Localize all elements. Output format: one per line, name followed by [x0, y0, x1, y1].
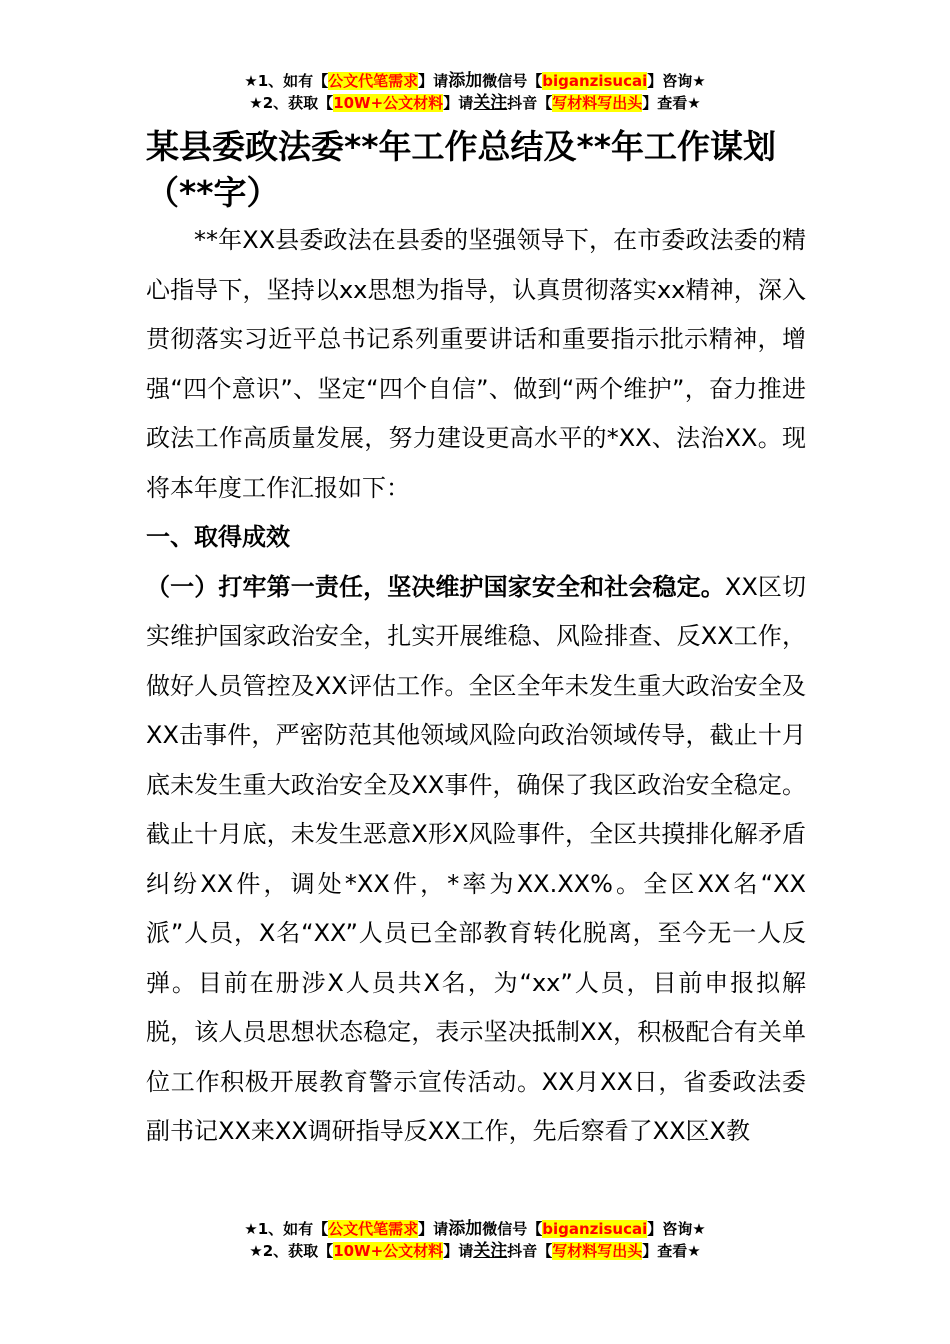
banner-emphasis: 关注: [473, 93, 508, 113]
subsection-body: XX区切实维护国家政治安全，扎实开展维稳、风险排查、反XX工作，做好人员管控及XX评估工作。全区全年未发生重大政治安全及XX击事件，严密防范其他领域风险向政治领域传导，截止十月底未发生重大政治安全及XX事件，确保了我区政治安全稳定。截止十月底，未发生恶意X形X风险事件，全区共摸排化解矛盾纠纷XX件，调处*XX件，*率为XX.XX%。全区XX名“XX派”人员，X名“XX”人员已全部教育转化脱离，至今无一人反弹。目前在册涉X人员共X名，为“xx”人员，目前申报拟解脱，该人员思想状态稳定，表示坚决抵制XX，积极配合有关单位工作积极开展教育警示宣传活动。XX月XX日，省委政法委副书记XX来XX调研指导反XX工作，先后察看了XX区X教: [146, 572, 806, 1145]
banner-text: 】请: [443, 1242, 474, 1260]
banner-line-2: [0, 1240, 950, 1262]
banner-text: 抖音【: [507, 94, 553, 112]
section-heading: 一、取得成效: [146, 523, 290, 551]
banner-line-1: [0, 1218, 950, 1240]
banner-emphasis: 添加: [448, 1219, 483, 1239]
banner-text: 】请: [443, 94, 474, 112]
banner-text: 抖音【: [507, 1242, 553, 1260]
banner-highlight: 公文代笔需求: [328, 1220, 419, 1238]
banner-text: 微信号【: [482, 72, 543, 90]
intro-paragraph: **年XX县委政法在县委的坚强领导下，在市委政法委的精心指导下，坚持以xx思想为指导，认真贯彻落实xx精神，深入贯彻落实习近平总书记系列重要讲话和重要指示批示精神，增强“四个意识”、坚定“四个自信”、做到“两个维护”，奋力推进政法工作高质量发展，努力建设更高水平的*XX、法治XX。现将本年度工作汇报如下：: [146, 226, 806, 502]
banner-line-2: [0, 92, 950, 114]
banner-highlight: 写材料写出头: [552, 1242, 643, 1260]
banner-text: 】咨询★: [647, 72, 706, 90]
banner-text: 】查看★: [642, 1242, 701, 1260]
header-banner: [0, 70, 950, 114]
banner-text: 】请: [418, 1220, 449, 1238]
banner-text: 】请: [418, 72, 449, 90]
banner-text: 微信号【: [482, 1220, 543, 1238]
footer-banner: [0, 1218, 950, 1262]
banner-line-1: [0, 70, 950, 92]
banner-emphasis: 关注: [473, 1241, 508, 1261]
banner-highlight: 写材料写出头: [552, 94, 643, 112]
banner-text: 】查看★: [642, 94, 701, 112]
subsection-paragraph: [146, 563, 806, 1157]
banner-highlight: 10W+公文材料: [333, 94, 444, 112]
banner-highlight: 10W+公文材料: [333, 1242, 444, 1260]
banner-text: ★1、如有【: [244, 72, 329, 90]
banner-highlight: biganzisucai: [542, 72, 648, 90]
banner-text: ★2、获取【: [249, 94, 334, 112]
banner-highlight: biganzisucai: [542, 1220, 648, 1238]
banner-highlight: 公文代笔需求: [328, 72, 419, 90]
banner-text: ★2、获取【: [249, 1242, 334, 1260]
subsection-heading: （一）打牢第一责任，坚决维护国家安全和社会稳定。: [146, 572, 725, 601]
banner-emphasis: 添加: [448, 71, 483, 91]
banner-text: ★1、如有【: [244, 1220, 329, 1238]
document-title: 某县委政法委**年工作总结及**年工作谋划（**字）: [146, 127, 777, 212]
banner-text: 】咨询★: [647, 1220, 706, 1238]
document-body: [146, 124, 806, 1157]
